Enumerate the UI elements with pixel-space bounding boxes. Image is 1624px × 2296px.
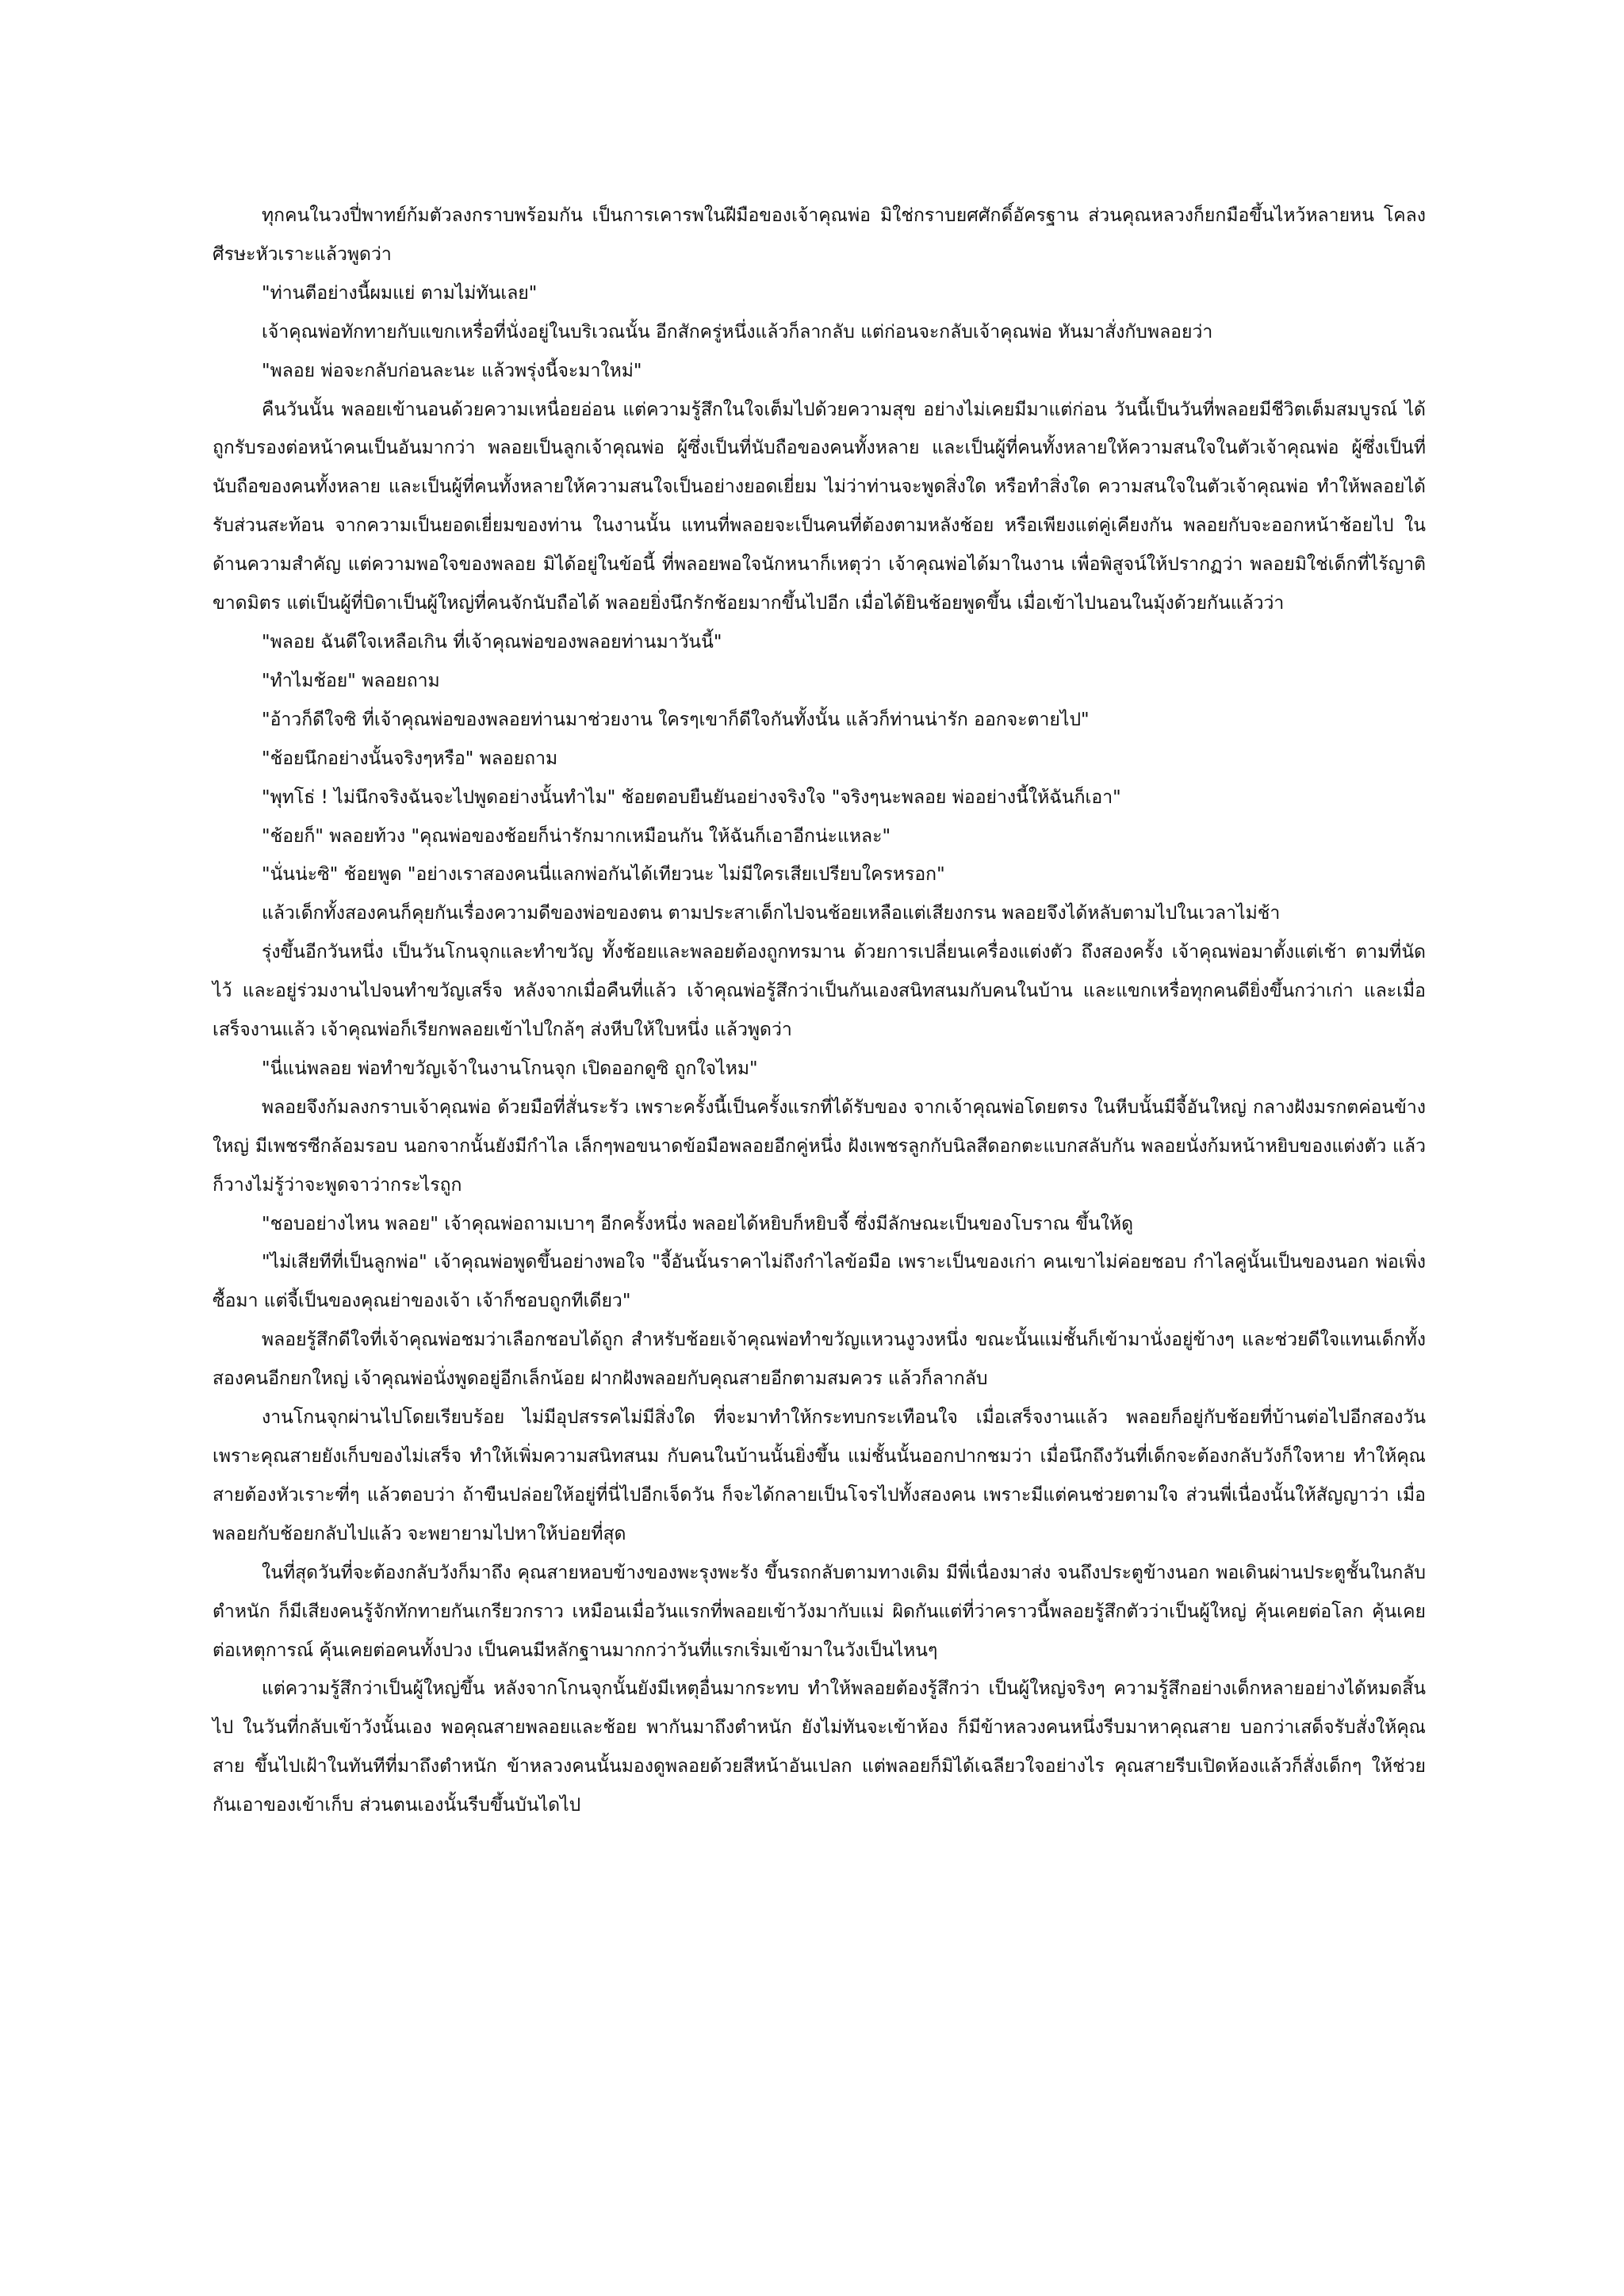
paragraph: พลอยรู้สึกดีใจที่เจ้าคุณพ่อชมว่าเลือกชอบได้ถูก สำหรับช้อยเจ้าคุณพ่อทำขวัญแหวนงูวงหนึ่ง ขณะนั้นแม่ชั้นก็เข้ามานั่งอยู่ข้างๆ และช่วยดีใจแทนเด็กทั้งสองคนอีกยกใหญ่ เจ้าคุณพ่อนั่งพูดอยู่อีกเล็กน้อย ฝากฝังพลอยกับคุณสายอีกตามสมควร แล้วก็ลากลับ: [213, 1330, 1426, 1390]
paragraph: "ทำไมช้อย" พลอยถาม: [262, 670, 440, 691]
paragraph: "ช้อยก็" พลอยท้วง "คุณพ่อของช้อยก็น่ารักมากเหมือนกัน ให้ฉันก็เอาอีกน่ะแหละ": [262, 825, 891, 847]
paragraph: รุ่งขึ้นอีกวันหนึ่ง เป็นวันโกนจุกและทำขวัญ ทั้งช้อยและพลอยต้องถูกทรมาน ด้วยการเปลี่ยนเครื่องแต่งตัว ถึงสองครั้ง เจ้าคุณพ่อมาตั้งแต่เช้า ตามที่นัดไว้ และอยู่ร่วมงานไปจนทำขวัญเสร็จ หลังจากเมื่อคืนที่แล้ว เจ้าคุณพ่อรู้สึกว่าเป็นกันเองสนิทสนมกับคนในบ้าน และแขกเหรื่อทุกคนดียิ่งขึ้นกว่าเก่า และเมื่อเสร็จงานแล้ว เจ้าคุณพ่อก็เรียกพลอยเข้าไปใกล้ๆ ส่งหีบให้ใบหนึ่ง แล้วพูดว่า: [213, 942, 1426, 1041]
paragraph: คืนวันนั้น พลอยเข้านอนด้วยความเหนื่อยอ่อน แต่ความรู้สึกในใจเต็มไปด้วยความสุข อย่างไม่เคยมีมาแต่ก่อน วันนี้เป็นวันที่พลอยมีชีวิตเต็มสมบูรณ์ ได้ถูกรับรองต่อหน้าคนเป็นอันมากว่า พลอยเป็นลูกเจ้าคุณพ่อ ผู้ซึ่งเป็นที่นับถือของคนทั้งหลาย และเป็นผู้ที่คนทั้งหลายให้ความสนใจในตัวเจ้าคุณพ่อ ผู้ซึ่งเป็นที่นับถือของคนทั้งหลาย และเป็นผู้ที่คนทั้งหลายให้ความสนใจเป็นอย่างยอดเยี่ยม ไม่ว่าท่านจะพูดสิ่งใด หรือทำสิ่งใด ความสนใจในตัวเจ้าคุณพ่อ ทำให้พลอยได้รับส่วนสะท้อน จากความเป็นยอดเยี่ยมของท่าน ในงานนั้น แทนที่พลอยจะเป็นคนที่ต้องตามหลังช้อย หรือเพียงแต่คู่เคียงกัน พลอยกับจะออกหน้าช้อยไป ในด้านความสำคัญ แต่ความพอใจของพลอย มิได้อยู่ในข้อนี้ ที่พลอยพอใจนักหนาก็เหตุว่า เจ้าคุณพ่อได้มาในงาน เพื่อพิสูจน์ให้ปรากฏว่า พลอยมิใช่เด็กที่ไร้ญาติขาดมิตร แต่เป็นผู้ที่บิดาเป็นผู้ใหญ่ที่คนจักนับถือได้ พลอยยิ่งนึกรักช้อยมากขึ้นไปอีก เมื่อได้ยินช้อยพูดขึ้น เมื่อเข้าไปนอนในมุ้งด้วยกันแล้วว่า: [213, 399, 1426, 614]
paragraph: แต่ความรู้สึกว่าเป็นผู้ใหญ่ขึ้น หลังจากโกนจุกนั้นยังมีเหตุอื่นมากระทบ ทำให้พลอยต้องรู้สึกว่า เป็นผู้ใหญ่จริงๆ ความรู้สึกอย่างเด็กหลายอย่างได้หมดสิ้นไป ในวันที่กลับเข้าวังนั้นเอง พอคุณสายพลอยและช้อย พากันมาถึงตำหนัก ยังไม่ทันจะเข้าห้อง ก็มีข้าหลวงคนหนึ่งรีบมาหาคุณสาย บอกว่าเสด็จรับสั่งให้คุณสาย ขึ้นไปเฝ้าในทันทีที่มาถึงตำหนัก ข้าหลวงคนนั้นมองดูพลอยด้วยสีหน้าอันเปลก แต่พลอยก็มิได้เฉลียวใจอย่างไร คุณสายรีบเปิดห้องแล้วก็สั่งเด็กๆ ให้ช่วยกันเอาของเข้าเก็บ ส่วนตนเองนั้นรีบขึ้นบันไดไป: [213, 1678, 1426, 1816]
paragraph: เจ้าคุณพ่อทักทายกับแขกเหรื่อที่นั่งอยู่ในบริเวณนั้น อีกสักครู่หนึ่งแล้วก็ลากลับ แต่ก่อนจะกลับเจ้าคุณพ่อ หันมาสั่งกับพลอยว่า: [262, 321, 1213, 342]
paragraph: "ไม่เสียทีที่เป็นลูกพ่อ" เจ้าคุณพ่อพูดขึ้นอย่างพอใจ "จี้อันนั้นราคาไม่ถึงกำไลข้อมือ เพราะเป็นของเก่า คนเขาไม่ค่อยชอบ กำไลคู่นั้นเป็นของนอก พ่อเพิ่งซื้อมา แต่จี้เป็นของคุณย่าของเจ้า เจ้าก็ชอบถูกทีเดียว": [213, 1252, 1426, 1312]
paragraph: "อ้าวก็ดีใจซิ ที่เจ้าคุณพ่อของพลอยท่านมาช่วยงาน ใครๆเขาก็ดีใจกันทั้งนั้น แล้วก็ท่านน่ารัก ออกจะตายไป": [262, 709, 1090, 730]
paragraph: แล้วเด็กทั้งสองคนก็คุยกันเรื่องความดีของพ่อของตน ตามประสาเด็กไปจนช้อยเหลือแต่เสียงกรน พลอยจึงได้หลับตามไปในเวลาไม่ช้า: [262, 903, 1281, 924]
paragraph: ในที่สุดวันที่จะต้องกลับวังก็มาถึง คุณสายหอบข้างของพะรุงพะรัง ขึ้นรถกลับตามทางเดิม มีพี่เนื่องมาส่ง จนถึงประตูข้างนอก พอเดินผ่านประตูชั้นในกลับตำหนัก ก็มีเสียงคนรู้จักทักทายกันเกรียวกราว เหมือนเมื่อวันแรกที่พลอยเข้าวังมากับแม่ ผิดกันแต่ที่ว่าคราวนี้พลอยรู้สึกตัวว่าเป็นผู้ใหญ่ คุ้นเคยต่อโลก คุ้นเคยต่อเหตุการณ์ คุ้นเคยต่อคนทั้งปวง เป็นคนมีหลักฐานมากกว่าวันที่แรกเริ่มเข้ามาในวังเป็นไหนๆ: [213, 1562, 1426, 1661]
paragraph: "นี่แน่พลอย พ่อทำขวัญเจ้าในงานโกนจุก เปิดออกดูซิ ถูกใจไหม": [262, 1058, 758, 1079]
paragraph: "ช้อยนึกอย่างนั้นจริงๆหรือ" พลอยถาม: [262, 748, 558, 769]
paragraph: ทุกคนในวงปี่พาทย์ก้มตัวลงกราบพร้อมกัน เป็นการเคารพในฝีมือของเจ้าคุณพ่อ มิใช่กราบยศศักดิ์อัครฐาน ส่วนคุณหลวงก็ยกมือขึ้นไหว้หลายหน โคลงศีรษะหัวเราะแล้วพูดว่า: [213, 205, 1426, 265]
paragraph: "นั่นน่ะซิ" ช้อยพูด "อย่างเราสองคนนี่แลกพ่อกันได้เทียวนะ ไม่มีใครเสียเปรียบใครหรอก": [262, 864, 945, 886]
paragraph: "พลอย พ่อจะกลับก่อนละนะ แล้วพรุ่งนี้จะมาใหม่": [262, 360, 642, 381]
paragraph: "พลอย ฉันดีใจเหลือเกิน ที่เจ้าคุณพ่อของพลอยท่านมาวันนี้": [262, 631, 722, 652]
paragraph: "ท่านตีอย่างนี้ผมแย่ ตามไม่ทันเลย": [262, 282, 538, 304]
paragraph: "พุทโธ่ ! ไม่นึกจริงฉันจะไปพูดอย่างนั้นทำไม" ช้อยตอบยืนยันอย่างจริงใจ "จริงๆนะพลอย พ่ออย่างนี้ให้ฉันก็เอา": [262, 786, 1121, 808]
paragraph: "ชอบอย่างไหน พลอย" เจ้าคุณพ่อถามเบาๆ อีกครั้งหนึ่ง พลอยได้หยิบก็หยิบจี้ ซึ่งมีลักษณะเป็นของโบราณ ขึ้นให้ดู: [262, 1213, 1134, 1234]
paragraph: งานโกนจุกผ่านไปโดยเรียบร้อย ไม่มีอุปสรรคไม่มีสิ่งใด ที่จะมาทำให้กระทบกระเทือนใจ เมื่อเสร็จงานแล้ว พลอยก็อยู่กับช้อยที่บ้านต่อไปอีกสองวัน เพราะคุณสายยังเก็บของไม่เสร็จ ทำให้เพิ่มความสนิทสนม กับคนในบ้านนั้นยิ่งขึ้น แม่ชั้นนั้นออกปากชมว่า เมื่อนึกถึงวันที่เด็กจะต้องกลับวังก็ใจหาย ทำให้คุณสายต้องหัวเราะฑี่ๆ แล้วตอบว่า ถ้าขืนปล่อยให้อยู่ที่นี่ไปอีกเจ็ดวัน ก็จะได้กลายเป็นโจรไปทั้งสองคน เพราะมีแต่คนช่วยตามใจ ส่วนพี่เนื่องนั้นให้สัญญาว่า เมื่อพลอยกับช้อยกลับไปแล้ว จะพยายามไปหาให้บ่อยที่สุด: [213, 1407, 1426, 1544]
paragraph: พลอยจึงก้มลงกราบเจ้าคุณพ่อ ด้วยมือที่สั่นระรัว เพราะครั้งนี้เป็นครั้งแรกที่ได้รับของ จากเจ้าคุณพ่อโดยตรง ในหีบนั้นมีจี้อันใหญ่ กลางฝังมรกตค่อนข้างใหญ่ มีเพชรซีกล้อมรอบ นอกจากนั้นยังมีกำไล เล็กๆพอขนาดข้อมือพลอยอีกคู่หนึ่ง ฝังเพชรลูกกับนิลสีดอกตะแบกสลับกัน พลอยนั่งก้มหน้าหยิบของแต่งตัว แล้วก็วางไม่รู้ว่าจะพูดจาว่ากระไรถูก: [213, 1096, 1426, 1196]
document-body: [213, 197, 1426, 1825]
